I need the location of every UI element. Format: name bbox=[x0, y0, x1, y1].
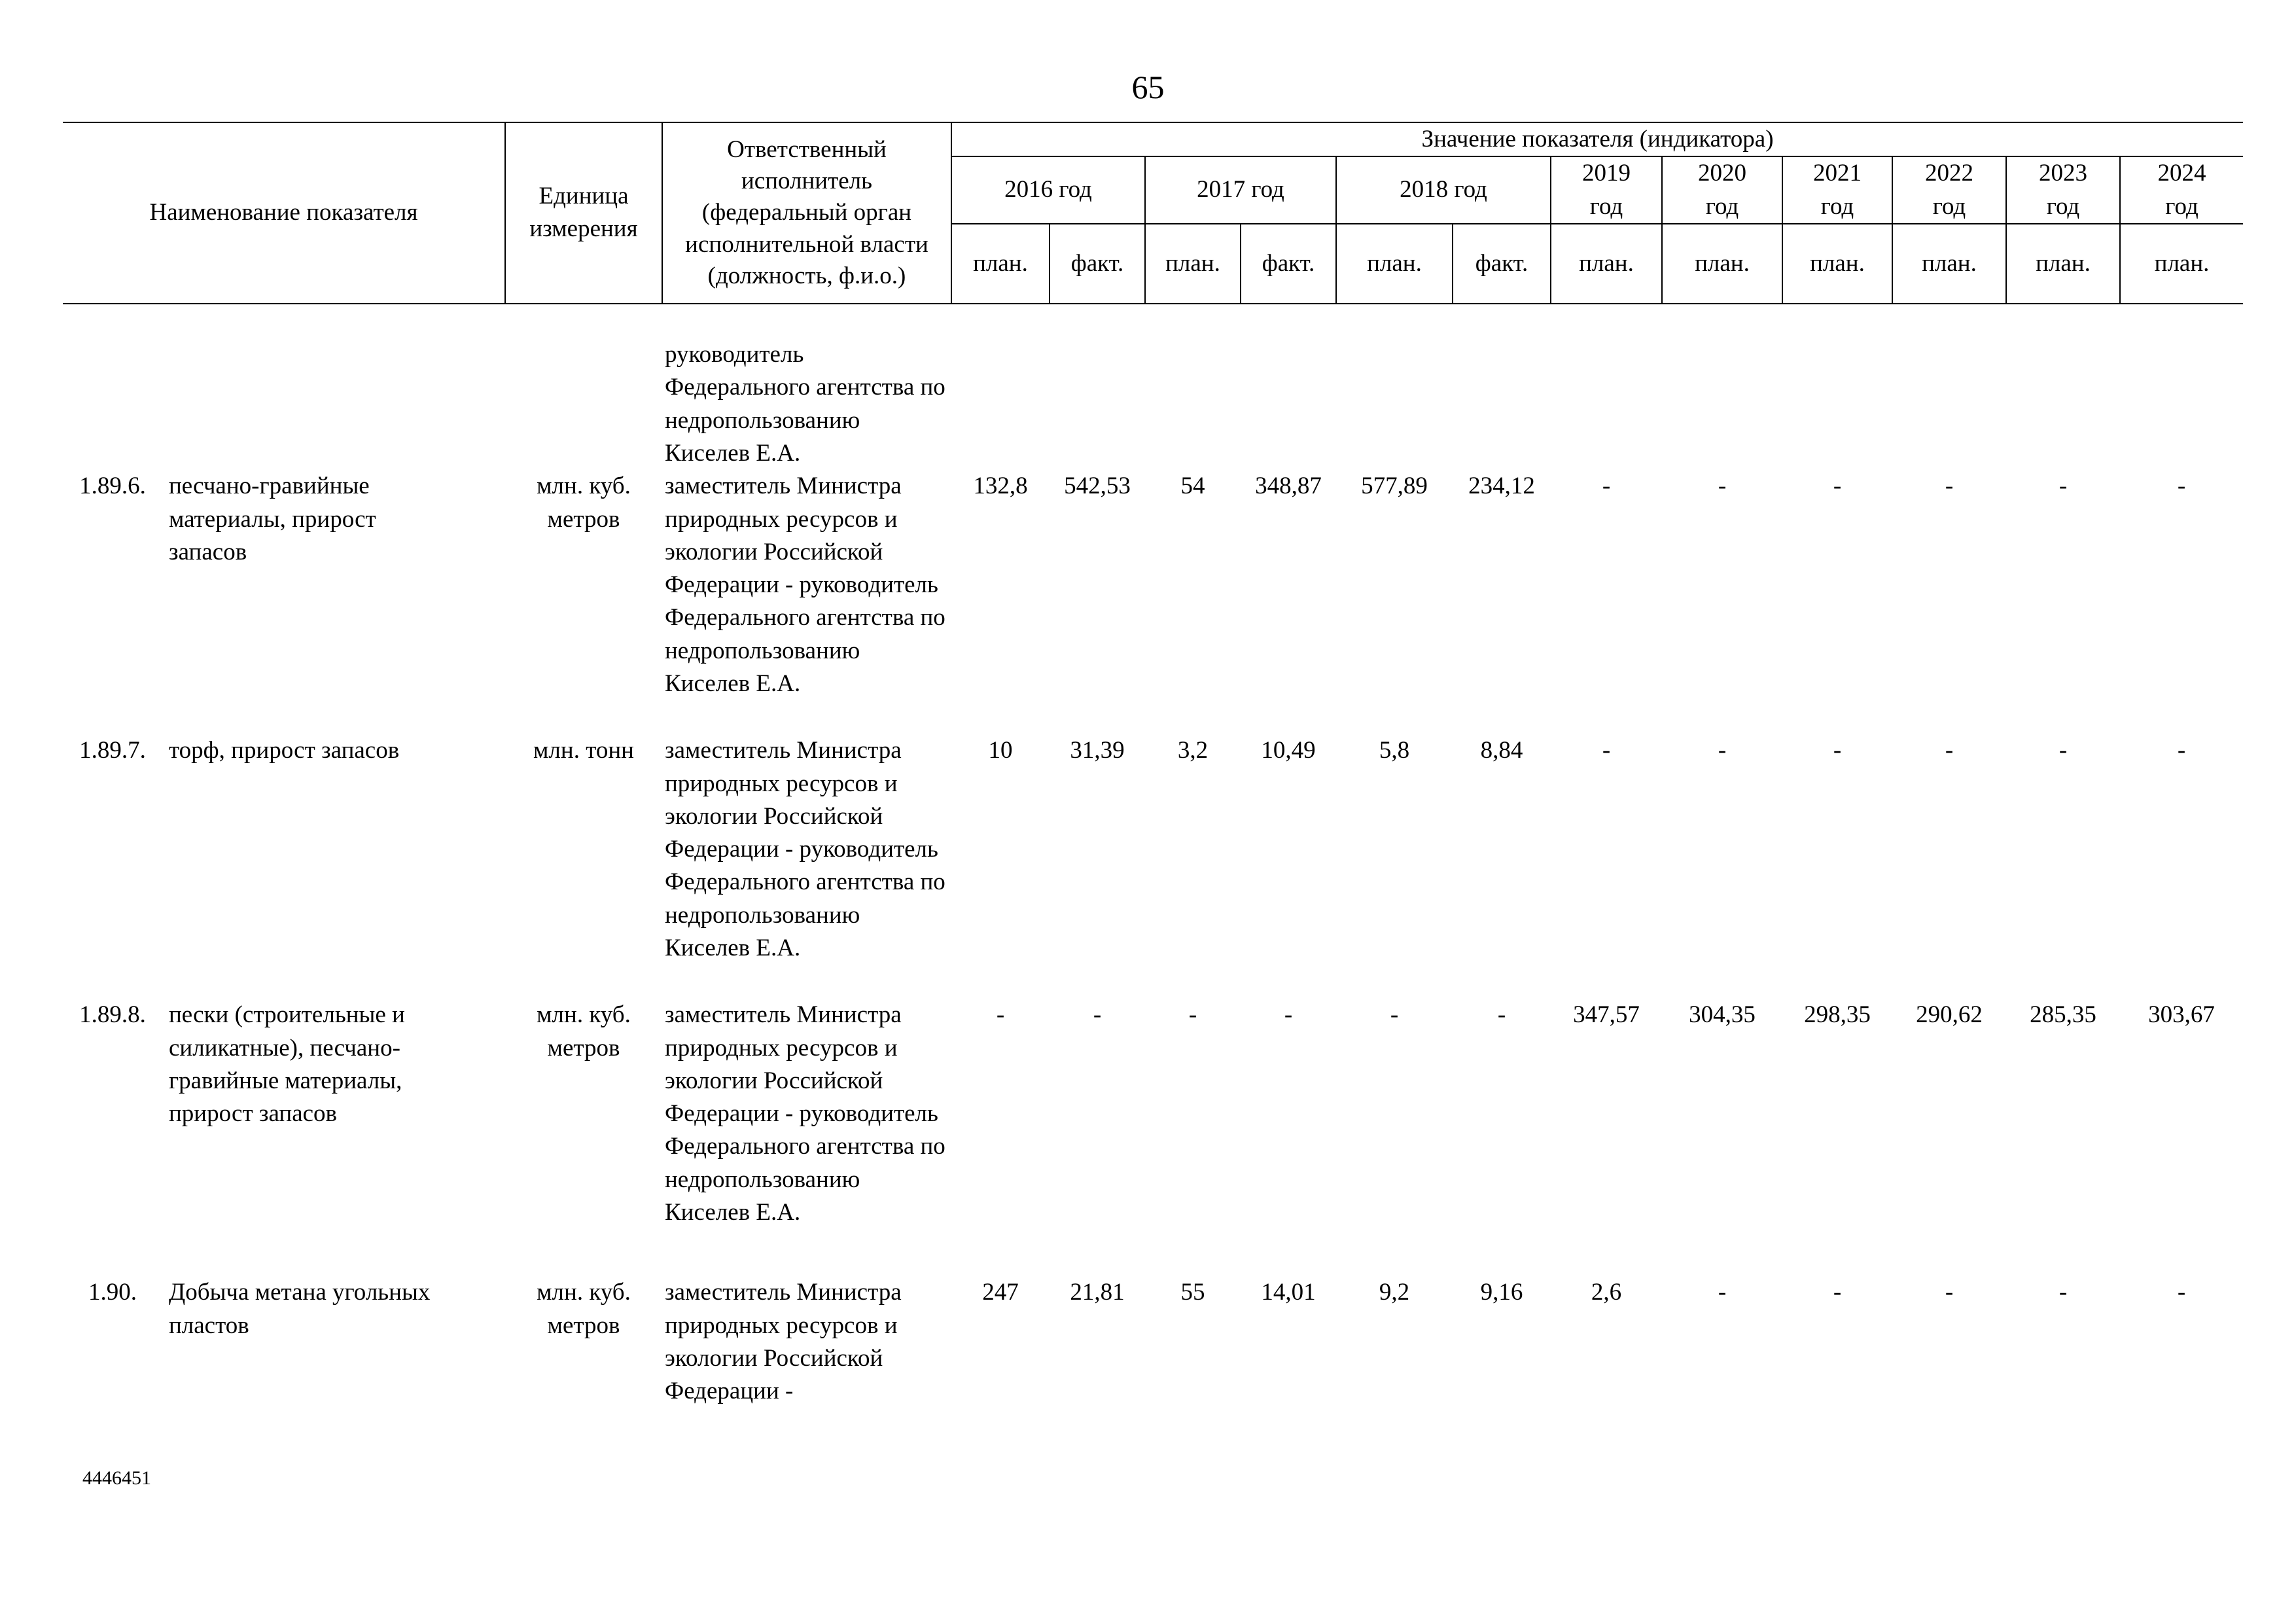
row-unit-text: млн. тонн bbox=[533, 737, 634, 764]
row-executor: заместитель Министра природных ресурсов и экологии Российской Федерации - руководитель Федерального агентства по недропользованию Киселев Е.А. bbox=[665, 737, 945, 962]
row-unit bbox=[505, 734, 662, 999]
table-row bbox=[63, 1276, 2243, 1408]
table-cell: - bbox=[1718, 473, 1727, 500]
table-cell: 234,12 bbox=[1468, 473, 1535, 500]
row-name: торф, прирост запасов bbox=[169, 737, 400, 764]
header-plan: план. bbox=[1892, 224, 2006, 304]
header-indicator-value: Значение показателя (индикатора) bbox=[951, 122, 2243, 156]
table-cell: 54 bbox=[1180, 473, 1205, 500]
table-cell: 290,62 bbox=[1916, 1001, 1983, 1029]
header-executor-text: Ответственный исполнитель (федеральный орган исполнительной власти (должность, ф.и.о.) bbox=[685, 136, 928, 289]
table-cell: - bbox=[1833, 1279, 1842, 1306]
table-cell: 3,2 bbox=[1177, 737, 1209, 764]
table-cell: 21,81 bbox=[1070, 1279, 1125, 1306]
row-name: Добыча метана угольных пластов bbox=[169, 1279, 431, 1339]
table-cell: 9,2 bbox=[1379, 1279, 1410, 1306]
header-unit bbox=[505, 122, 662, 304]
table-cell: - bbox=[2177, 473, 2186, 500]
header-year-2023 bbox=[2006, 156, 2120, 224]
header-year-2016: 2016 год bbox=[951, 156, 1145, 224]
table-cell: 2,6 bbox=[1591, 1279, 1622, 1306]
header-unit-text: Единица измерения bbox=[529, 183, 638, 243]
table-cell: 5,8 bbox=[1379, 737, 1410, 764]
row-executor: заместитель Министра природных ресурсов и экологии Российской Федерации - руководитель Федерального агентства по недропользованию Киселев Е.А. bbox=[665, 473, 945, 698]
table-row bbox=[63, 338, 2243, 470]
table-cell: - bbox=[1093, 1001, 1102, 1029]
header-year-2017: 2017 год bbox=[1145, 156, 1336, 224]
row-label bbox=[63, 1276, 505, 1408]
table-cell: - bbox=[2058, 473, 2068, 500]
table-cell: - bbox=[1284, 1001, 1293, 1029]
table-cell: 10 bbox=[988, 737, 1013, 764]
header-year-2020 bbox=[1662, 156, 1782, 224]
row-label bbox=[63, 999, 505, 1276]
table-cell: 304,35 bbox=[1689, 1001, 1756, 1029]
header-plan: план. bbox=[1336, 224, 1453, 304]
table-row bbox=[63, 734, 2243, 999]
row-unit-text: млн. куб. метров bbox=[537, 473, 631, 533]
row-executor: руководитель Федерального агентства по недропользованию Киселев Е.А. bbox=[665, 340, 945, 467]
table-cell: - bbox=[1188, 1001, 1197, 1029]
table-cell: 577,89 bbox=[1361, 473, 1428, 500]
header-plan: план. bbox=[1662, 224, 1782, 304]
table-cell: - bbox=[1718, 737, 1727, 764]
table-cell: - bbox=[2177, 737, 2186, 764]
header-year-2024 bbox=[2120, 156, 2243, 224]
header-plan: план. bbox=[1782, 224, 1892, 304]
header-year-2019 bbox=[1551, 156, 1662, 224]
header-plan: план. bbox=[951, 224, 1050, 304]
row-code: 1.89.6. bbox=[79, 473, 146, 500]
table-cell: 247 bbox=[982, 1279, 1019, 1306]
row-name: пески (строительные и силикатные), песчано-гравийные материалы, прирост запасов bbox=[169, 1001, 405, 1128]
table-cell: 298,35 bbox=[1804, 1001, 1871, 1029]
table-cell: 9,16 bbox=[1480, 1279, 1523, 1306]
row-executor: заместитель Министра природных ресурсов и экологии Российской Федерации - руководитель Федерального агентства по недропользованию Киселев Е.А. bbox=[665, 1001, 945, 1226]
table-cell: - bbox=[1602, 473, 1611, 500]
header-year-2023-text: 2023 год bbox=[2039, 160, 2087, 220]
header-plan: план. bbox=[1551, 224, 1662, 304]
table-cell: - bbox=[1945, 737, 1954, 764]
row-code: 1.89.8. bbox=[79, 1001, 146, 1029]
table-cell: 303,67 bbox=[2148, 1001, 2215, 1029]
table-cell: - bbox=[2058, 737, 2068, 764]
row-executor: заместитель Министра природных ресурсов и экологии Российской Федерации - bbox=[665, 1279, 902, 1405]
table-cell: - bbox=[1718, 1279, 1727, 1306]
header-plan: план. bbox=[1145, 224, 1241, 304]
row-unit bbox=[505, 1276, 662, 1408]
header-year-2019-text: 2019 год bbox=[1582, 160, 1631, 220]
header-fact: факт. bbox=[1050, 224, 1145, 304]
row-label bbox=[63, 470, 505, 734]
header-year-2024-text: 2024 год bbox=[2157, 160, 2206, 220]
table-cell: 55 bbox=[1180, 1279, 1205, 1306]
header-executor bbox=[662, 122, 951, 304]
table-cell: 14,01 bbox=[1261, 1279, 1316, 1306]
table-cell: - bbox=[1602, 737, 1611, 764]
row-unit bbox=[505, 470, 662, 734]
table-row bbox=[63, 470, 2243, 734]
row-code: 1.89.7. bbox=[79, 737, 146, 764]
header-plan: план. bbox=[2120, 224, 2243, 304]
header-name: Наименование показателя bbox=[63, 122, 505, 304]
table-cell: 10,49 bbox=[1261, 737, 1316, 764]
row-unit-text: млн. куб. метров bbox=[537, 1001, 631, 1061]
header-year-2021-text: 2021 год bbox=[1813, 160, 1862, 220]
header-year-2021 bbox=[1782, 156, 1892, 224]
table-cell: - bbox=[2058, 1279, 2068, 1306]
indicator-table bbox=[63, 122, 2243, 1408]
table-cell: 31,39 bbox=[1070, 737, 1125, 764]
table-cell: - bbox=[996, 1001, 1005, 1029]
header-fact: факт. bbox=[1241, 224, 1336, 304]
row-code: 1.90. bbox=[88, 1279, 137, 1306]
table-cell: - bbox=[1497, 1001, 1506, 1029]
table-cell: 347,57 bbox=[1573, 1001, 1640, 1029]
table-cell: 132,8 bbox=[973, 473, 1028, 500]
page-number: 65 bbox=[1131, 69, 1165, 105]
row-name: песчано-гравийные материалы, прирост запасов bbox=[169, 473, 376, 565]
table-cell: - bbox=[1390, 1001, 1399, 1029]
table-cell: 542,53 bbox=[1064, 473, 1131, 500]
row-unit bbox=[505, 999, 662, 1276]
header-year-2020-text: 2020 год bbox=[1698, 160, 1746, 220]
table-row bbox=[63, 999, 2243, 1276]
table-cell: - bbox=[1945, 473, 1954, 500]
table-cell: 285,35 bbox=[2030, 1001, 2096, 1029]
header-year-2022-text: 2022 год bbox=[1925, 160, 1973, 220]
header-fact: факт. bbox=[1453, 224, 1551, 304]
table-cell: 348,87 bbox=[1255, 473, 1322, 500]
row-label bbox=[63, 734, 505, 999]
header-year-2018: 2018 год bbox=[1336, 156, 1551, 224]
table-cell: - bbox=[1833, 473, 1842, 500]
table-cell: - bbox=[1945, 1279, 1954, 1306]
table-cell: - bbox=[1833, 737, 1842, 764]
header-plan: план. bbox=[2006, 224, 2120, 304]
header-year-2022 bbox=[1892, 156, 2006, 224]
table-cell: - bbox=[2177, 1279, 2186, 1306]
table-cell: 8,84 bbox=[1480, 737, 1523, 764]
row-unit-text: млн. куб. метров bbox=[537, 1279, 631, 1339]
document-code: 4446451 bbox=[82, 1467, 151, 1489]
